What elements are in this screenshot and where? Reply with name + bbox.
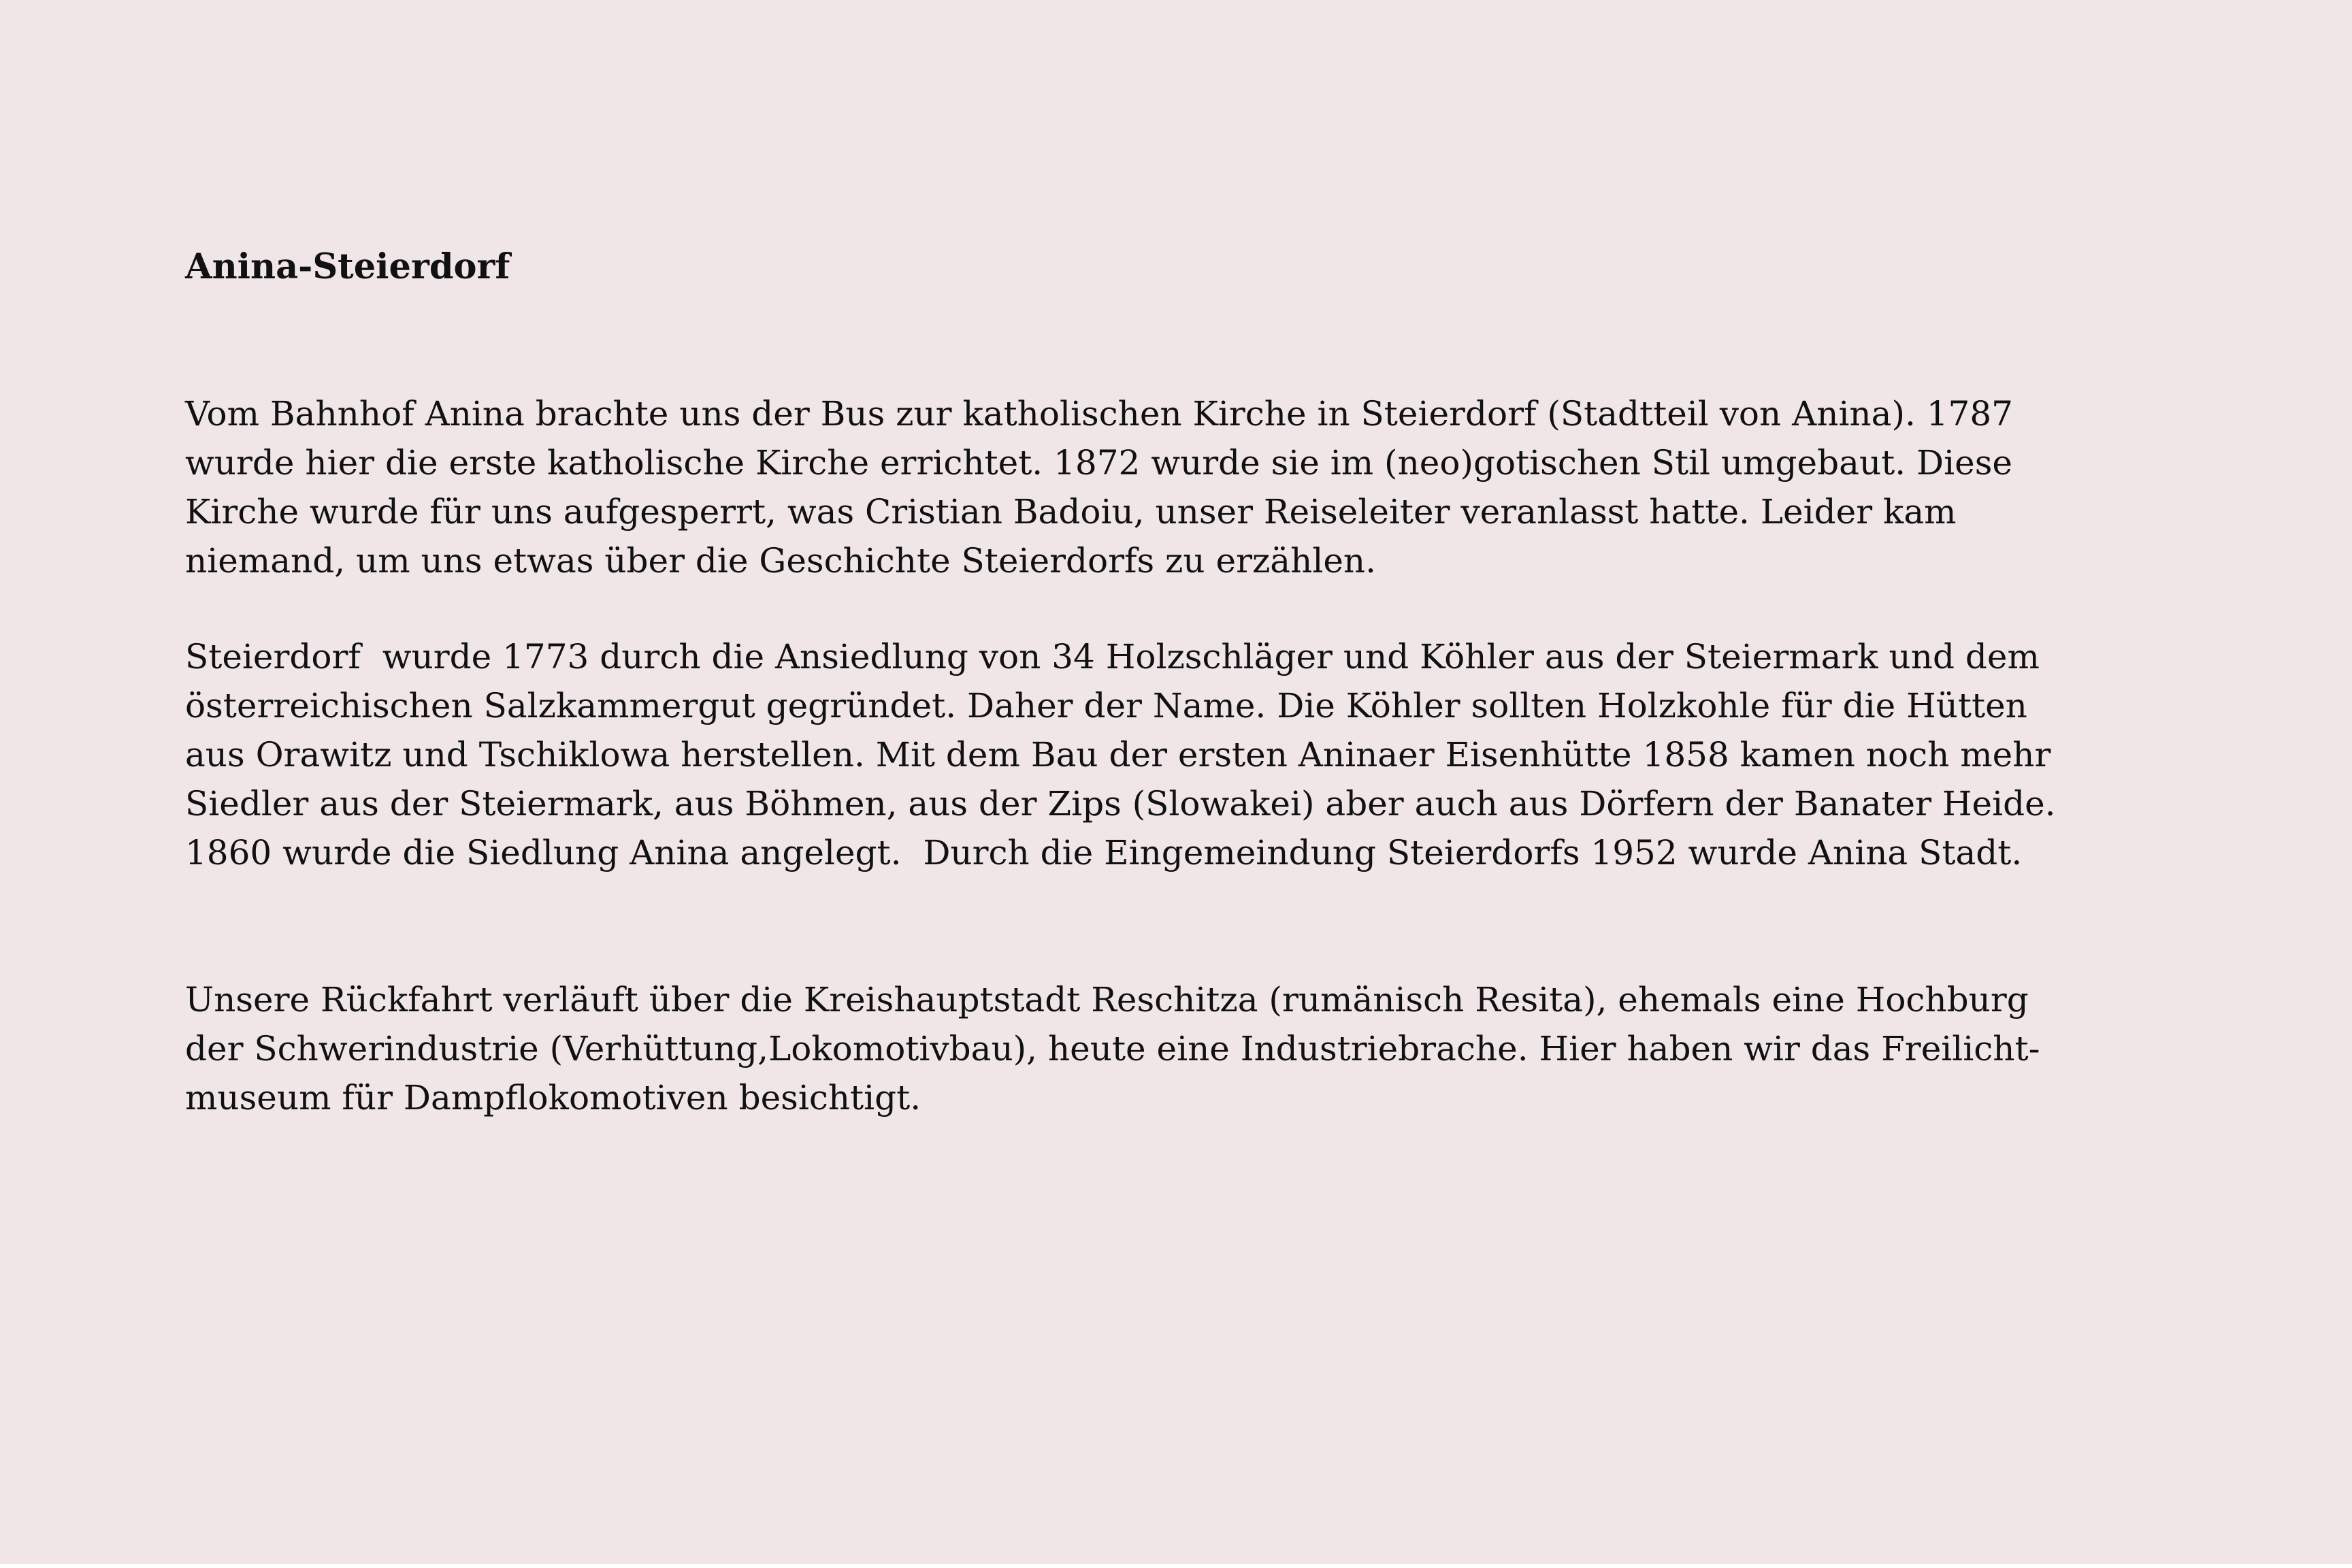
text-line: Vom Bahnhof Anina brachte uns der Bus zur katholischen Kirche in Steierdorf (Stadtteil von Anina). 1787 (185, 394, 2013, 434)
paragraph-return-trip (185, 975, 2040, 1122)
text-line: Unsere Rückfahrt verläuft über die Kreishauptstadt Reschitza (rumänisch Resita), ehemals eine Hochburg (185, 980, 2029, 1019)
page-title: Anina-Steierdorf (185, 246, 510, 287)
paragraph-church (185, 389, 2013, 585)
text-line: der Schwerindustrie (Verhüttung,Lokomotivbau), heute eine Industriebrache. Hier haben wir das Freilicht- (185, 1029, 2040, 1068)
text-line: 1860 wurde die Siedlung Anina angelegt. Durch die Eingemeindung Steierdorfs 1952 wurde Anina Stadt. (185, 833, 2023, 872)
text-line: Steierdorf wurde 1773 durch die Ansiedlung von 34 Holzschläger und Köhler aus der Steiermark und dem (185, 637, 2040, 676)
paragraph-history (185, 632, 2056, 877)
text-line: niemand, um uns etwas über die Geschichte Steierdorfs zu erzählen. (185, 541, 1376, 581)
text-line: aus Orawitz und Tschiklowa herstellen. Mit dem Bau der ersten Aninaer Eisenhütte 1858 kamen noch mehr (185, 735, 2051, 774)
text-line: Kirche wurde für uns aufgesperrt, was Cristian Badoiu, unser Reiseleiter veranlasst hatte. Leider kam (185, 492, 1957, 532)
text-line: wurde hier die erste katholische Kirche errichtet. 1872 wurde sie im (neo)gotischen Stil umgebaut. Diese (185, 443, 2012, 483)
text-line: Siedler aus der Steiermark, aus Böhmen, aus der Zips (Slowakei) aber auch aus Dörfern der Banater Heide. (185, 784, 2056, 823)
text-line: museum für Dampflokomotiven besichtigt. (185, 1078, 921, 1117)
text-line: österreichischen Salzkammergut gegründet. Daher der Name. Die Köhler sollten Holzkohle für die Hütten (185, 686, 2027, 725)
